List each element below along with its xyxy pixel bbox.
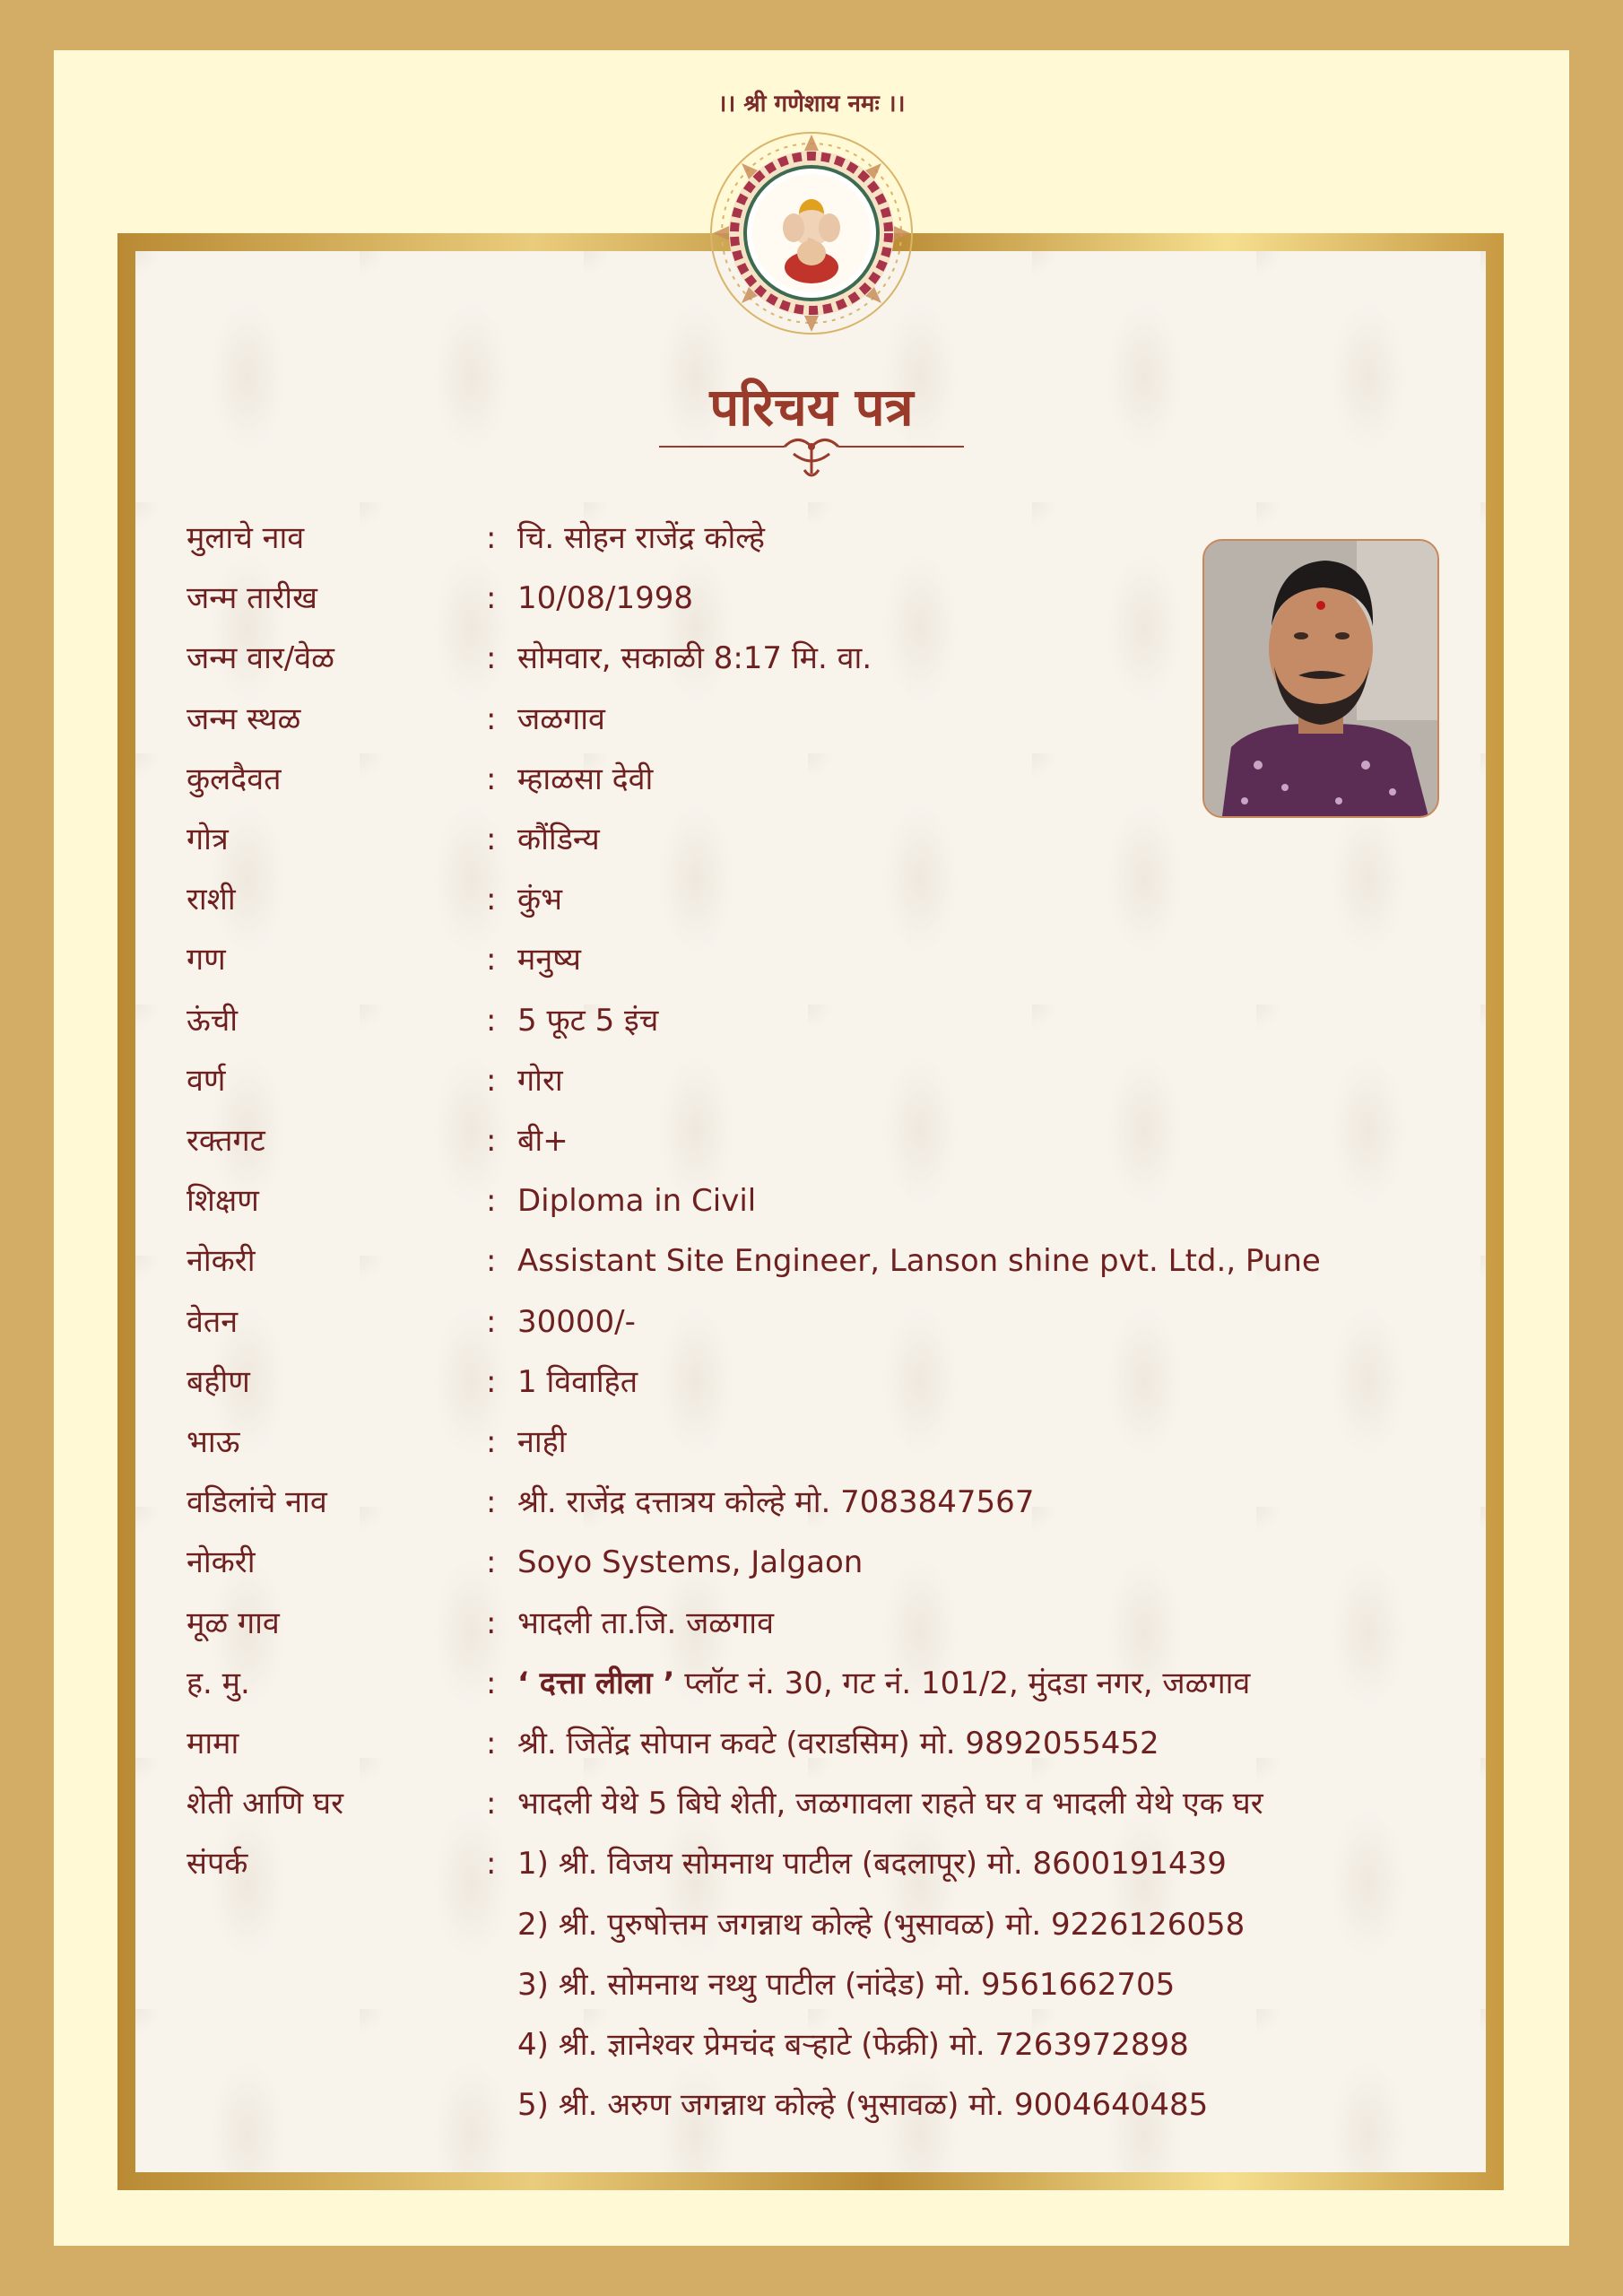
detail-value: श्री. जितेंद्र सोपान कवटे (वराडसिम) मो. 9892055452 <box>517 1726 1159 1761</box>
contact-line: 4) श्री. ज्ञानेश्वर प्रेमचंद बऱ्हाटे (फेक्री) मो. 7263972898 <box>517 2027 1189 2063</box>
detail-row <box>0 571 1524 625</box>
detail-value: श्री. राजेंद्र दत्तात्रय कोल्हे मो. 7083847567 <box>517 1484 1035 1521</box>
detail-value: 5 फूट 5 इंच <box>517 1002 659 1039</box>
detail-colon: : <box>486 822 497 857</box>
detail-colon: : <box>486 1123 497 1159</box>
detail-colon: : <box>486 1363 497 1400</box>
detail-value: जळगाव <box>517 700 605 737</box>
page-title: परिचय पत्र <box>709 377 914 438</box>
house-name: ‘ दत्ता लीला ’ <box>517 1665 675 1701</box>
detail-label: बहीण <box>187 1363 250 1400</box>
detail-label: गण <box>187 942 226 978</box>
detail-colon: : <box>486 580 497 617</box>
address-rest: प्लॉट नं. 30, गट नं. 101/2, मुंदडा नगर, जळगाव <box>674 1665 1251 1701</box>
detail-label: नोकरी <box>187 1243 256 1280</box>
contact-line: 3) श्री. सोमनाथ नथ्थु पाटील (नांदेड) मो. 9561662705 <box>517 1966 1176 2003</box>
detail-label: जन्म वार/वेळ <box>187 640 334 677</box>
detail-label: जन्म तारीख <box>187 580 317 617</box>
detail-value: Diploma in Civil <box>517 1183 757 1220</box>
detail-row <box>0 933 1524 987</box>
detail-colon: : <box>486 761 497 797</box>
detail-value: Soyo Systems, Jalgaon <box>517 1544 864 1581</box>
detail-row <box>0 1596 1524 1650</box>
detail-row <box>0 692 1524 746</box>
detail-value: कौंडिन्य <box>517 822 600 857</box>
detail-value: बी+ <box>517 1123 568 1159</box>
detail-label: वडिलांचे नाव <box>187 1484 327 1521</box>
detail-colon: : <box>486 1243 497 1280</box>
detail-label: शेती आणि घर <box>187 1786 344 1822</box>
detail-label: राशी <box>187 882 236 918</box>
detail-row <box>0 1717 1524 1770</box>
detail-value: सोमवार, सकाळी 8:17 मि. वा. <box>517 640 872 677</box>
detail-value: चि. सोहन राजेंद्र कोल्हे <box>517 520 765 556</box>
detail-label: नोकरी <box>187 1544 256 1581</box>
detail-label: भाऊ <box>187 1424 240 1460</box>
detail-label: वेतन <box>187 1303 239 1340</box>
detail-value: कुंभ <box>517 882 563 918</box>
detail-row <box>0 1535 1524 1589</box>
detail-value: म्हाळसा देवी <box>517 761 654 797</box>
detail-label: कुलदैवत <box>187 761 282 797</box>
detail-row <box>0 1054 1524 1108</box>
detail-colon: : <box>486 1665 497 1701</box>
detail-label: गोत्र <box>187 822 229 857</box>
detail-colon: : <box>486 1303 497 1340</box>
detail-row <box>0 813 1524 866</box>
detail-row <box>0 1174 1524 1228</box>
detail-row <box>0 1657 1524 1710</box>
contact-line: 5) श्री. अरुण जगन्नाथ कोल्हे (भुसावळ) मो. 9004640485 <box>517 2087 1209 2124</box>
detail-label: संपर्क <box>187 1846 248 1883</box>
detail-row <box>0 873 1524 926</box>
detail-value: 1 विवाहित <box>517 1363 638 1400</box>
detail-colon: : <box>486 1484 497 1521</box>
detail-colon: : <box>486 1726 497 1761</box>
mantra: ।। श्री गणेशाय नमः ।। <box>717 91 906 117</box>
detail-colon: : <box>486 700 497 737</box>
detail-colon: : <box>486 520 497 556</box>
detail-colon: : <box>486 942 497 978</box>
detail-colon: : <box>486 1544 497 1581</box>
detail-value: भादली येथे 5 बिघे शेती, जळगावला राहते घर व भादली येथे एक घर <box>517 1786 1263 1822</box>
detail-row <box>0 1114 1524 1168</box>
detail-value: Assistant Site Engineer, Lanson shine pvt. Ltd., Pune <box>517 1243 1321 1280</box>
detail-row <box>0 1295 1524 1349</box>
detail-label: मामा <box>187 1726 239 1761</box>
detail-colon: : <box>486 1786 497 1822</box>
detail-value: 10/08/1998 <box>517 580 693 617</box>
detail-label: ऊंची <box>187 1002 239 1039</box>
detail-colon: : <box>486 1605 497 1641</box>
detail-value: नाही <box>517 1424 567 1460</box>
detail-colon: : <box>486 1002 497 1039</box>
detail-row <box>0 994 1524 1048</box>
detail-colon: : <box>486 882 497 918</box>
detail-colon: : <box>486 1183 497 1220</box>
detail-row <box>0 1234 1524 1288</box>
detail-colon: : <box>486 640 497 677</box>
detail-colon: : <box>486 1424 497 1460</box>
detail-row <box>0 1475 1524 1529</box>
detail-colon: : <box>486 1062 497 1099</box>
detail-value: मनुष्य <box>517 942 581 978</box>
detail-label: जन्म स्थळ <box>187 700 301 737</box>
detail-label: रक्तगट <box>187 1123 265 1159</box>
detail-row <box>0 511 1524 565</box>
address-value <box>517 1657 1250 1710</box>
detail-row <box>0 631 1524 685</box>
detail-label: मुलाचे नाव <box>187 520 305 556</box>
detail-row <box>0 1355 1524 1409</box>
detail-label: शिक्षण <box>187 1183 259 1220</box>
title-divider-ornament <box>659 429 964 491</box>
detail-value: गोरा <box>517 1062 563 1099</box>
detail-label: मूळ गाव <box>187 1605 280 1641</box>
ganesh-mandala-icon <box>704 126 919 350</box>
contact-line: 2) श्री. पुरुषोत्तम जगन्नाथ कोल्हे (भुसावळ) मो. 9226126058 <box>517 1906 1245 1943</box>
detail-label: वर्ण <box>187 1062 226 1099</box>
detail-colon: : <box>486 1846 497 1883</box>
detail-value: 30000/- <box>517 1303 636 1340</box>
detail-label: ह. मु. <box>187 1665 250 1701</box>
detail-value: भादली ता.जि. जळगाव <box>517 1605 774 1641</box>
detail-row <box>0 1415 1524 1469</box>
detail-row <box>0 1777 1524 1831</box>
detail-row <box>0 752 1524 806</box>
contact-line: 1) श्री. विजय सोमनाथ पाटील (बदलापूर) मो. 8600191439 <box>517 1846 1227 1883</box>
